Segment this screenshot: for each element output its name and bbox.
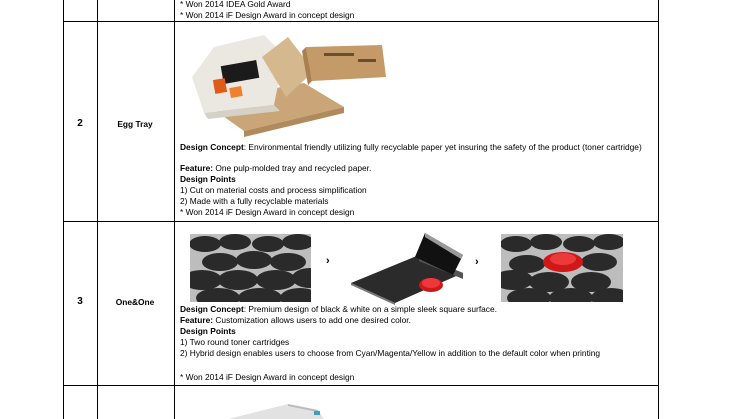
- printer-photo: [345, 233, 465, 305]
- chevron-right-icon: ›: [475, 256, 479, 268]
- design-point-1: 1) Cut on material costs and process simplification: [180, 185, 367, 195]
- row1-award-idea: * Won 2014 IDEA Gold Award: [180, 0, 291, 9]
- row1-award-if: * Won 2014 iF Design Award in concept design: [180, 10, 355, 20]
- award: * Won 2014 iF Design Award in concept design: [180, 372, 355, 382]
- red-umbrella-photo: [501, 234, 623, 302]
- design-concept: Design Concept: Premium design of black & white on a simple sleek square surface.: [180, 304, 497, 314]
- black-umbrellas-photo: [190, 234, 311, 302]
- chevron-right-icon: ›: [326, 255, 330, 267]
- design-points-heading: Design Points: [180, 174, 236, 184]
- row-number: 2: [77, 118, 83, 129]
- egg-tray-photo: [184, 27, 390, 139]
- product-name: One&One: [115, 297, 155, 307]
- row-number: 3: [77, 296, 83, 307]
- feature: Feature: One pulp-molded tray and recycled paper.: [180, 163, 372, 173]
- feature: Feature: Customization allows users to add one desired color.: [180, 315, 411, 325]
- design-points-heading: Design Points: [180, 326, 236, 336]
- design-point-2: 2) Made with a fully recyclable materials: [180, 196, 329, 206]
- design-concept: Design Concept: Environmental friendly utilizing fully recyclable paper yet insuring the safety of the product (toner cartridge): [180, 142, 642, 152]
- design-point-1: 1) Two round toner cartridges: [180, 337, 290, 347]
- design-point-2: 2) Hybrid design enables users to choose from Cyan/Magenta/Yellow in addition to the default color when printing: [180, 348, 601, 358]
- product-name: Egg Tray: [117, 119, 153, 129]
- next-product-photo: [228, 402, 324, 419]
- award: * Won 2014 iF Design Award in concept design: [180, 207, 355, 217]
